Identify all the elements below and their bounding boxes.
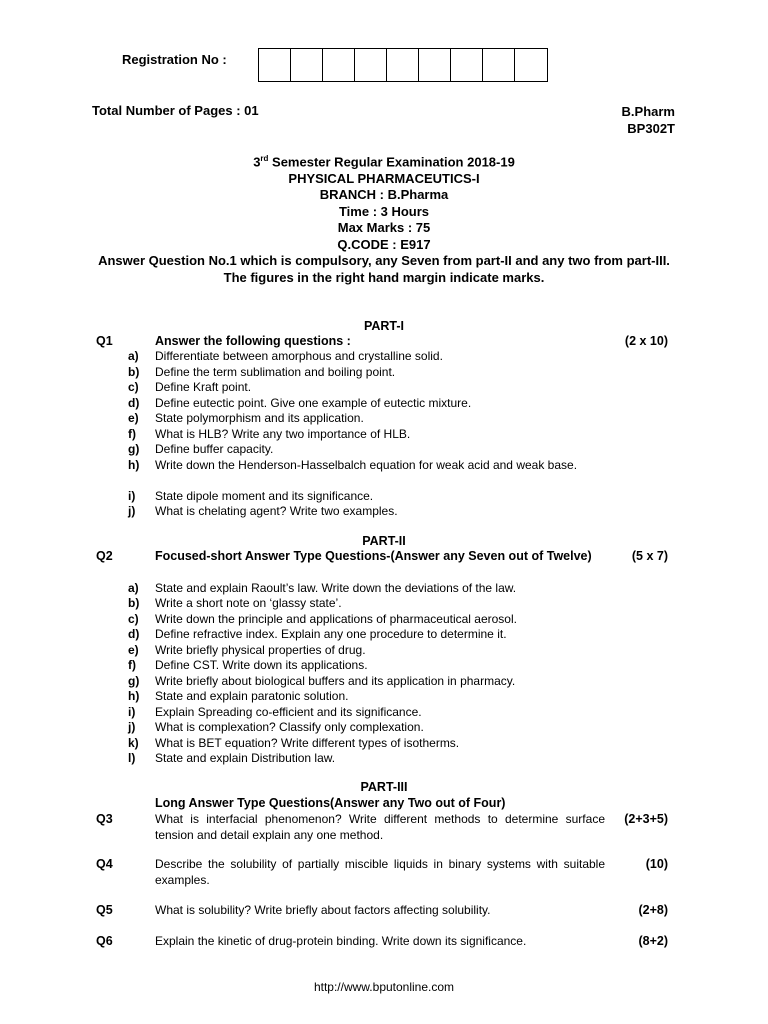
- item-label: e): [128, 411, 139, 425]
- list-item: [128, 349, 608, 365]
- list-item: [128, 365, 608, 381]
- question-number: Q3: [96, 812, 113, 826]
- item-text: State and explain paratonic solution.: [155, 689, 349, 703]
- part-3-title: PART-III: [360, 780, 408, 794]
- semester-suffix: rd: [260, 154, 269, 163]
- exam-title-block: [0, 151, 768, 253]
- registration-box: [515, 49, 547, 81]
- program-code-block: [622, 103, 675, 137]
- branch: BRANCH : B.Pharma: [319, 187, 449, 203]
- item-text: Define Kraft point.: [155, 380, 252, 394]
- list-item: [128, 504, 608, 520]
- list-item: [128, 643, 608, 659]
- registration-box: [323, 49, 355, 81]
- semester-number: 3: [253, 154, 261, 170]
- question-number: Q5: [96, 903, 113, 917]
- list-item: [128, 674, 608, 690]
- list-item: [128, 581, 608, 597]
- item-label: a): [128, 349, 139, 363]
- item-label: c): [128, 611, 139, 626]
- item-label: e): [128, 642, 139, 657]
- question-heading: Focused-short Answer Type Questions-(Answer any Seven out of Twelve): [155, 549, 592, 563]
- registration-box: [451, 49, 483, 81]
- question-marks: (10): [645, 857, 668, 871]
- question-number: Q4: [96, 857, 113, 871]
- item-label: c): [128, 380, 139, 394]
- question-marks: (2+3+5): [624, 812, 668, 826]
- item-text: Define the term sublimation and boiling point.: [155, 364, 396, 379]
- registration-box: [483, 49, 515, 81]
- item-text: Define eutectic point. Give one example of eutectic mixture.: [155, 395, 472, 410]
- question-text: What is solubility? Write briefly about factors affecting solubility.: [155, 903, 491, 917]
- item-label: i): [128, 488, 136, 503]
- item-text: State polymorphism and its application.: [155, 411, 364, 425]
- instructions: [92, 253, 676, 286]
- semester-line: [0, 151, 768, 171]
- question-marks: (2 x 10): [624, 334, 668, 348]
- semester-text: Semester Regular Examination 2018-19: [268, 154, 515, 170]
- list-item: [128, 627, 608, 643]
- item-label: h): [128, 689, 140, 703]
- item-text: What is chelating agent? Write two examples.: [155, 504, 398, 518]
- item-text: Write a short note on ‘glassy state’.: [155, 596, 342, 610]
- list-item: [128, 736, 608, 752]
- question-number: Q1: [96, 334, 113, 348]
- item-text: What is BET equation? Write different types of isotherms.: [155, 735, 460, 750]
- list-item: [128, 458, 608, 474]
- question-heading: Answer the following questions :: [155, 334, 351, 348]
- item-label: a): [128, 580, 139, 595]
- question-marks: (5 x 7): [631, 549, 668, 563]
- item-label: g): [128, 673, 140, 688]
- question-text: Explain the kinetic of drug-protein binding. Write down its significance.: [155, 934, 527, 948]
- item-label: h): [128, 457, 140, 472]
- item-label: f): [128, 658, 136, 672]
- question-text: Describe the solubility of partially miscible liquids in binary systems with suitable examples.: [155, 857, 605, 887]
- total-pages: Total Number of Pages : 01: [92, 103, 259, 118]
- list-item: [128, 612, 608, 628]
- list-item: [128, 489, 608, 505]
- item-text: Write briefly physical properties of drug.: [155, 642, 366, 657]
- item-text: Explain Spreading co-efficient and its significance.: [155, 704, 422, 719]
- list-item: [128, 380, 608, 396]
- item-label: l): [128, 751, 136, 765]
- list-item: [128, 705, 608, 721]
- list-item: [128, 396, 608, 412]
- question-marks: (2+8): [638, 903, 668, 917]
- registration-label: Registration No :: [122, 52, 227, 67]
- exam-time: Time : 3 Hours: [338, 203, 430, 219]
- registration-box: [291, 49, 323, 81]
- question-number: Q2: [96, 549, 113, 563]
- question-heading: Long Answer Type Questions(Answer any Two out of Four): [155, 796, 506, 810]
- max-marks: Max Marks : 75: [337, 220, 431, 236]
- item-text: Define CST. Write down its applications.: [155, 658, 368, 672]
- item-text: State and explain Distribution law.: [155, 751, 336, 765]
- item-label: f): [128, 426, 136, 441]
- item-label: d): [128, 627, 140, 641]
- item-label: j): [128, 720, 136, 734]
- item-text: Write briefly about biological buffers and its application in pharmacy.: [155, 673, 516, 688]
- list-item: [128, 442, 608, 458]
- part-2-title: PART-II: [362, 534, 406, 548]
- instruction-compulsory: Answer Question No.1 which is compulsory, any Seven from part-II and any two from part-III.: [98, 253, 670, 268]
- instruction-marks: The figures in the right hand margin indicate marks.: [223, 269, 545, 285]
- item-text: Write down the Henderson-Hasselbalch equation for weak acid and weak base.: [155, 457, 578, 472]
- item-label: b): [128, 596, 140, 610]
- part-1-title: PART-I: [363, 319, 405, 333]
- program-name: B.Pharm: [621, 104, 675, 119]
- item-label: i): [128, 704, 136, 719]
- registration-box: [355, 49, 387, 81]
- footer-url[interactable]: http://www.bputonline.com: [313, 980, 455, 994]
- item-label: d): [128, 395, 140, 410]
- list-item: [128, 751, 608, 767]
- item-text: Define buffer capacity.: [155, 442, 274, 456]
- registration-number-boxes: [258, 48, 548, 82]
- item-text: Differentiate between amorphous and crystalline solid.: [155, 349, 443, 363]
- item-label: g): [128, 442, 140, 456]
- registration-box: [387, 49, 419, 81]
- course-code: BP302T: [627, 121, 675, 136]
- question-text: What is interfacial phenomenon? Write different methods to determine surface tension and detail explain any one method.: [155, 812, 605, 842]
- list-item: [128, 427, 608, 443]
- item-text: What is HLB? Write any two importance of HLB.: [155, 426, 411, 441]
- registration-box: [259, 49, 291, 81]
- item-text: What is complexation? Classify only complexation.: [155, 720, 424, 734]
- list-item: [128, 596, 608, 612]
- question-number: Q6: [96, 934, 113, 948]
- item-text: Write down the principle and applications of pharmaceutical aerosol.: [155, 611, 517, 626]
- question-code: Q.CODE : E917: [337, 236, 431, 252]
- item-label: j): [128, 504, 136, 518]
- item-label: b): [128, 364, 140, 379]
- item-text: Define refractive index. Explain any one procedure to determine it.: [155, 627, 507, 641]
- list-item: [128, 411, 608, 427]
- list-item: [128, 689, 608, 705]
- question-marks: (8+2): [638, 934, 668, 948]
- item-text: State and explain Raoult’s law. Write down the deviations of the law.: [155, 580, 517, 595]
- list-item: [128, 658, 608, 674]
- item-label: k): [128, 735, 139, 750]
- subject-title: PHYSICAL PHARMACEUTICS-I: [288, 170, 480, 186]
- list-item: [128, 720, 608, 736]
- item-text: State dipole moment and its significance.: [155, 488, 374, 503]
- registration-box: [419, 49, 451, 81]
